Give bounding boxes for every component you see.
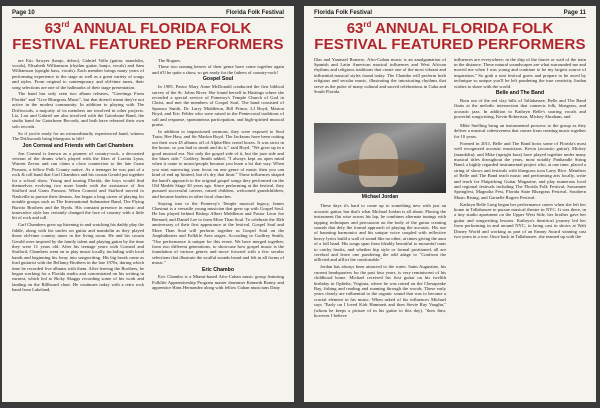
paragraph: Jordan has always been attracted to the water. Saint Augustine, his current headquarters for the past four years, is very reminiscent of his childhood home. Michael received his first guitar on his twelfth birthday in Ophelia, Virginia, where he was raised on the Chesapeake Bay, fishing and reading and roaming through the woods. These early years clearly are influential to the organic sound that was to become a crucial element in his music. When asked of his influences Michael says "Early on I loved Kirk Hammett and then Stevie Ray Vaughn," (whom he keeps a picture of in his guitar to this day), "then Jimi, however I believe [314, 264, 446, 318]
paragraph: are Eric Sawyer (banjo, dobro), Gabriel Valla (guitar, mandolin, vocals), Elisabeth Williamson (rhythm guitar, banjo, vocals) and Sam Williamson (upright bass, vocals). Each member brings many years of performing experience to the stage as well as a great variety of songs and styles. From original to contemporary and old-time tunes, their song selections are one of the hallmarks of their stage presentation. [12, 57, 144, 90]
left-column-1 [12, 58, 144, 295]
right-intro-column-2 [454, 57, 586, 121]
performer-photo [314, 123, 446, 193]
right-intro-column-1 [314, 57, 446, 121]
photo-caption: Michael Jordan [361, 193, 399, 200]
right-page [304, 6, 596, 402]
paragraph: So if you're ready for an extraordinarily experienced band, witness The Driftwoods bring bluegrass to life! [12, 130, 144, 142]
section-heading: Eric Chambo [202, 266, 234, 273]
paragraph: Jon Corneal is known as a pioneer of country-rock, a decorated veteran of the drums who's played with the likes of Loretta Lynn, Warren Zevon and can claim a close connection to the late Gram Parsons, a fellow Polk County native. As a teenager he was part of a rock & roll band that Carl Chambers and his cousin Gerald put together for a school show. Young and touring Florida, the boys would find themselves evolving two more bands with the assistance of Jim Stafford and Gram Parsons. When Corneal and Stafford moved to Nashville to pursue their dreams, Jon began a long career of playing for notable groups such as The International Submarine Band, The Flying Burrito Brothers and the Byrds. His constant presence in music and innovative style has certainly changed the face of country with a little bit of rock and roll. [12, 150, 144, 221]
page-headline [12, 21, 284, 53]
paragraph: These two unsung heroes of their genre have come together again and it'll be quite a show, so get ready for the fathers of country-rock! [152, 64, 284, 75]
headline-ordinal: rd [61, 20, 70, 29]
publication-title: Florida Folk Festival [314, 10, 373, 16]
headline-line1: ANNUAL FLORIDA FOLK [69, 20, 252, 37]
page-header [12, 10, 284, 18]
paragraph: In 1985, Pastor Mary Anne McDonald conducted the first biblical survey of the St. Johns River. She found herself in Hastings where she recorded a special service of Pomeroy's Temple Church of God in Christ, and met the members of Gospel Soul. The band consisted of Sponsor Smith, Dr. Larry Middleton, Bill Prince, LJ Boyd, Marion Boyd, and Eric Felder who were raised in the Pentecostal traditions of call and response, spontaneous participation, and high-spirited musical praise. [152, 84, 284, 127]
section-heading: Belle and The Band [495, 89, 545, 96]
headline-line1: ANNUAL FLORIDA FOLK [371, 20, 554, 37]
page-header [314, 10, 586, 18]
paragraph: influences are everywhere; in the drip of the faucet or wail of the train in the distance. These natural soundscapes are what surrounded me and moved me when I was young and continue to be my largest source of inspiration." So grab a seat festival goers and prepare to be awed by technique so unique you'll be left pondering the true creativity Jordan wishes to share with the world. [454, 56, 586, 89]
paragraph: These days it's hard to come up to something new with just an acoustic guitar, but that's what Michael Jordan is all about. Placing the instrument flat wise across his lap, he combines alternate tunings with tapping techniques and percussion on the body of the guitar creating sounds that defy the formal approach of playing the acoustic. His use of haunting harmonics and his unique voice coupled with reflective heavy lyrics build a wall of sound like no other, at times giving the aura of a full band. His songs span from bleakly beautiful to mournful rants to catchy hooks, and whether hip style or formal positioned, all are cerebral and leave one pondering the odd adage to "Confront the afflicted and afflict the comfortable." [314, 203, 446, 263]
headline-line2: FESTIVAL FEATURED PERFORMERS [12, 35, 284, 53]
paragraph: In addition to impassioned sermons, they were exposed to Soul Train, Hee Haw, and Sir Marlon Boyd. The Jacksons have been cutting out their own 45 albums off of Alpha-Bits cereal boxes. It was strict in the house, so you had to sneak and do it," said Boyd. "We grew up in a good musical era. Not only the gospel side of it, but the jazz side and the blues side." Godfrey Smith added, "I always kept an open mind when it came to music/people because you learn a lot that way. When you start narrowing your focus on one genre of music then you can kind of end up limited, but it's dry that limit." These influences shaped the band's approach to the original gospel songs they performed on the Old Marble Stage 30 years ago. Since performing at the festival, they pursued successful careers, raised children, welcomed grandchildren, and became leaders in other local churches. [152, 128, 284, 199]
paragraph: The Rogues. [158, 57, 182, 63]
headline-ordinal: rd [363, 20, 372, 29]
publication-title: Florida Folk Festival [225, 10, 284, 16]
page-headline [314, 21, 586, 53]
left-column-2 [152, 58, 284, 295]
right-column-2 [454, 123, 586, 320]
page-number: Page 10 [12, 10, 35, 16]
paragraph: Born out of the red clay hills of Tallahassee, Belle and The Band floats at the melodic intersection that connects folk, bluegrass, and acoustic jazz. In addition to Kathryn Belle's soaring vocals and powerful songwriting, Kevin Robertson, Mickey Abraham, and [454, 97, 586, 120]
paragraph: Illas and Yanmael Romero. Afro-Cuban music is an amalgamation of Spanish and Latin American musical influences and West African rhythms and religious traditions that create one of the most vibrant and influential musical styles found today. The Chambo will perform both religious and secular music, illustrating the intoxicating rhythms that serve as the pulse of many cultural and sacred celebrations in Cuba and South Florida. [314, 56, 446, 94]
section-heading: Jon Corneal and Friends with Carl Chambers [22, 142, 134, 149]
section-heading: Gospel Soul [202, 76, 234, 83]
headline-number: 63 [346, 20, 364, 37]
page-number: Page 11 [563, 10, 586, 16]
paragraph: Eric Chambo is a Miami-based Afro-Cuban music group featuring Folklife Apprenticeship Program master drummer Kenneth Bonny and apprentice Hans Hernandez along with fellow Cuban musicians Dany [152, 274, 284, 291]
paragraph: Staying true to the Pomeroy's Temple musical legacy, James Chestnut is a versatile young musician that grew up with Gospel Soul. He has played behind Bishop Albert Middleton and Pastor Leon Joe Bernard, and Daniel Lee to form More Than Soul. To celebrate the 30th anniversary of their first appearance at the festival, Gospel Soul and More Than Soul will perform together as Gospel Soul on the Amphitheater and Folklife Area stages. According to Godfrey Smith, "Our performance is unique for this event. We have merged together, from two different generations, to showcase how gospel music is the foundation of various genres and move forward with a few secular selections that illustrate the soulful sounds heard and felt in all forms of music." [152, 200, 284, 266]
headline-line2: FESTIVAL FEATURED PERFORMERS [314, 35, 586, 53]
right-column-1 [314, 123, 446, 320]
paragraph: The band has only seen two album releases, "Greetings From Florida" and "Live Bluegrass Music", but that doesn't mean they're not active in the modest community. In addition to playing with The Driftwoods, a majority of its members are involved in other projects. Liz, Lon and Gabriel are also involved with the Gatorbone Band, the studio band for Gatorbone Records, and both have released their own solo records. [12, 91, 144, 129]
left-page [2, 6, 294, 402]
paragraph: Formed in 2011, Belle and The Band hosts some of Florida's most well recognized acoustic musicians. Kevin (acoustic guitar), Mickey (mandolin), and Mike (upright bass) have played together under many musical titles throughout the years, most notably Panhandle String Band, a highly regarded instrumental project who, at one time, placed a string of shows and festivals with bluegrass icon Larry Rice. Members of Belle and The Band teach music and performing arts locally, write and teach for Flatpicking Guitar Magazine, and play numerous local and regional festivals including The Florida Folk Festival, Suwannee Springfest, Magnolia Fest, Florida State Bluegrass Festival, Southern Music Rising, and Garnelle Rogers Festival. [454, 140, 586, 200]
paragraph: Mike Snelling bring an instrumental prowess to the group as they deliver a musical cohesiveness that comes from creating music together for 10 years. [454, 122, 586, 139]
headline-number: 63 [44, 20, 62, 37]
paragraph: Kathryn Belle Long began her performance career when she left her home in Tallahassee to pursue musical theatre in NYC. It was there, in a tiny studio apartment on the Upper West Side, her brother gave her guitar and songwriting lessons. Kathryn's theatrical journey led her from performing in and around NYC, to being cast in shows at Walt Disney World and working as part of an Emmy Award winning cast two years in a row. Once back in Tallahassee, she teamed up with the [454, 201, 586, 240]
paragraph: Carl Chambers grew up listening to and watching his daddy play the fiddle, along with his uncles on guitar and mandolin as they played those old-time country tunes in the living room. He and his cousin Gerald were inspired by the family talent and playing guitar by the time they were 11 years old. After his teenage years with Corneal and Stafford, Chambers went on to play music locally, including with local bands and beginning his foray into songwriting. His big break came as lead guitarist with the Bellamy Brothers in the late 1970s, during which time he recorded five albums with them. After leaving the Brothers, he began working for a Florida studio and concentrated on his writing in earnest, which led to Ricky Skaggs recording some of his work and landing on the Billboard chart. He continues today with a retro rock band from Lakeland, [12, 222, 144, 293]
